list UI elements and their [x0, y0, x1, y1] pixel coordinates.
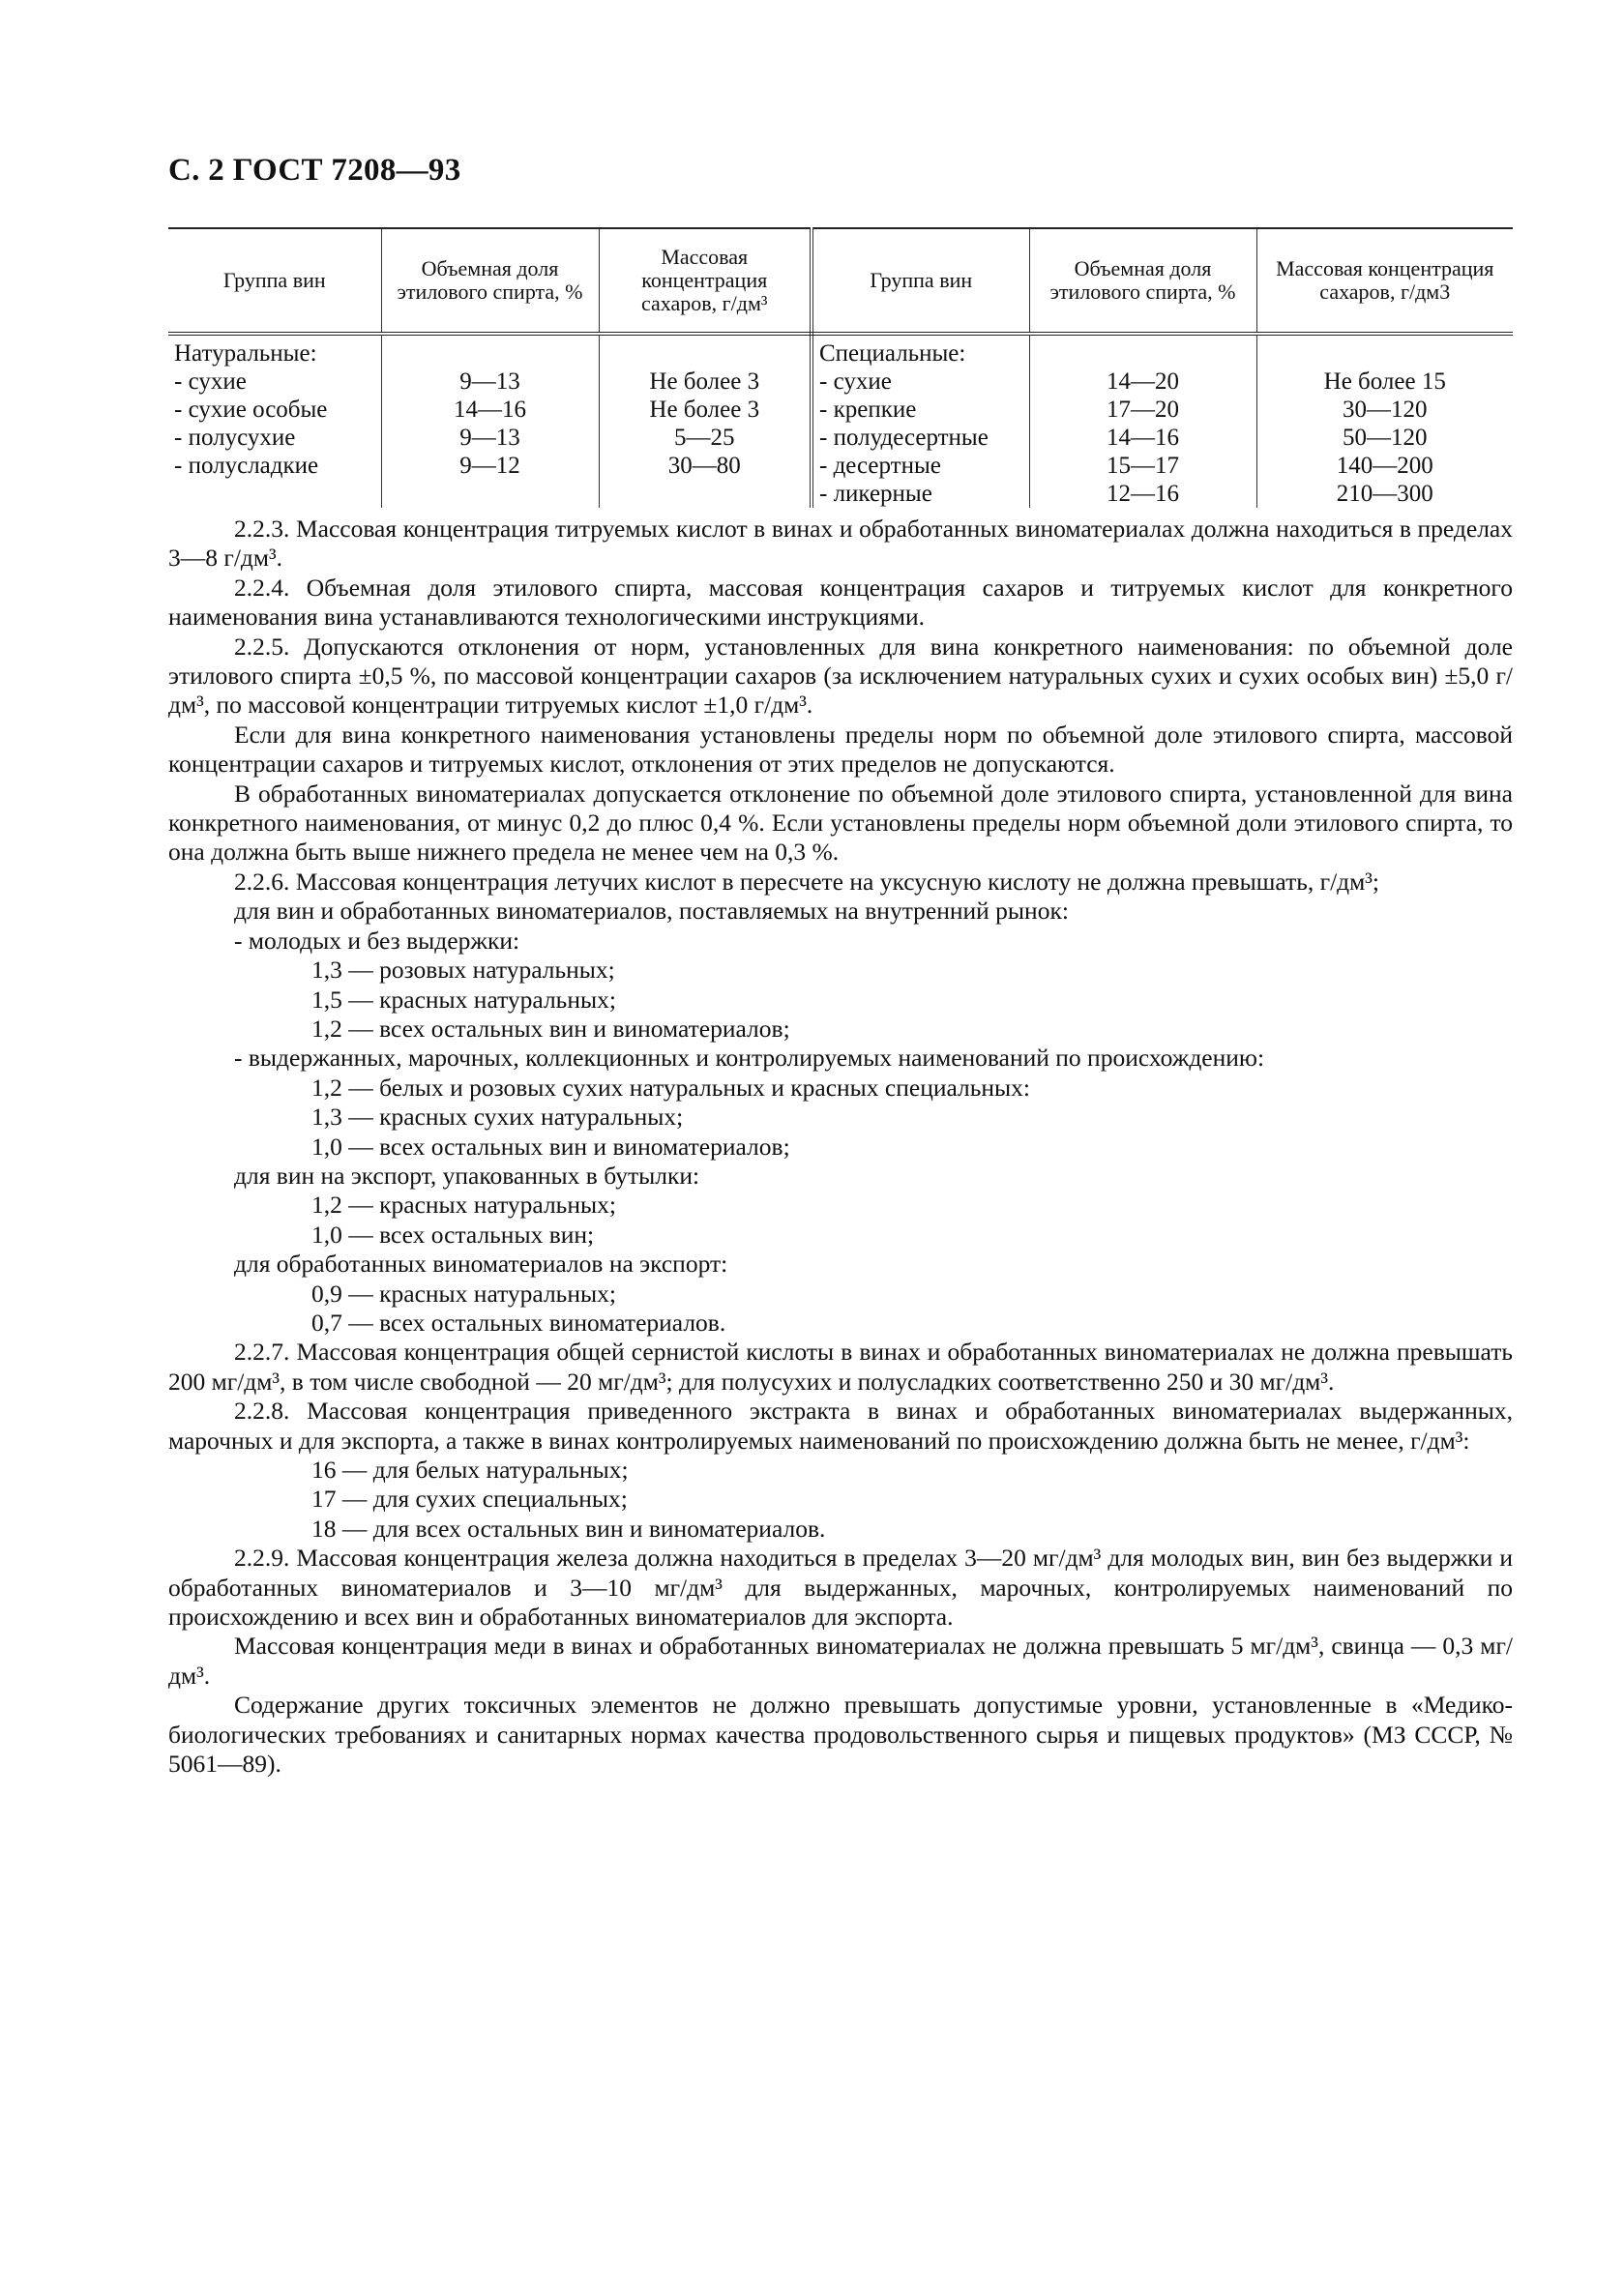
clause-2-2-3: 2.2.3. Массовая концентрация титруемых кислот в винах и обработанных виноматериалах должна находиться в пределах 3—8 г/дм³.: [168, 515, 1513, 573]
group-title: Натуральные:: [174, 340, 317, 367]
export-materials-heading: для обработанных виноматериалов на экспорт:: [234, 1250, 728, 1279]
clause-2-2-9: 2.2.9. Массовая концентрация железа должна находиться в пределах 3—20 мг/дм³ для молодых вин, вин без выдержки и обработанных виноматериалов и 3—10 мг/дм³ для выдержанных, марочных, контролируемых наименований по происхождению и всех вин и обработанных виноматериалов для экспорта.: [168, 1544, 1513, 1632]
wine-type: - полусладкие: [174, 453, 319, 479]
natural-group-cell: [168, 334, 381, 508]
clause-2-2-5: 2.2.5. Допускаются отклонения от норм, установленных для вина конкретного наименования: по объемной доле этилового спирта ±0,5 %, по массовой концентрации сахаров (за исключением натуральных сухих и сухих особых вин) ±5,0 г/дм³, по массовой концентрации титруемых кислот ±1,0 г/дм³.: [168, 632, 1513, 720]
young-wines-heading: - молодых и без выдержки:: [234, 926, 520, 955]
sugar-value: 30—80: [667, 453, 741, 479]
alcohol-value: 17—20: [1107, 397, 1179, 423]
alcohol-value: 14—20: [1107, 368, 1179, 395]
group-title: Специальные:: [819, 340, 966, 367]
aged-wines-heading: - выдержанных, марочных, коллекционных и контролируемых наименований по происхождению:: [234, 1044, 1265, 1073]
special-sugar-cell: [1256, 334, 1513, 508]
alcohol-value: 9—12: [459, 453, 520, 479]
list-item: 1,2 — белых и розовых сухих натуральных и красных специальных:: [311, 1073, 1031, 1102]
sugar-value: 140—200: [1336, 453, 1433, 479]
domestic-market-heading: для вин и обработанных виноматериалов, поставляемых на внутренний рынок:: [234, 897, 1069, 926]
sugar-value: Не более 3: [649, 368, 760, 395]
list-item: 1,2 — всех остальных вин и виноматериалов;: [311, 1014, 790, 1043]
natural-sugar-cell: [599, 334, 812, 508]
clause-2-2-4: 2.2.4. Объемная доля этилового спирта, массовая концентрация сахаров и титруемых кислот для конкретного наименования вина устанавливаются технологическими инструкциями.: [168, 573, 1513, 632]
special-alcohol-cell: [1029, 334, 1256, 508]
wine-type: - полудесертные: [819, 425, 989, 451]
alcohol-value: 15—17: [1107, 453, 1179, 479]
sugar-value: 210—300: [1336, 481, 1433, 507]
sugar-value: 30—120: [1343, 397, 1428, 423]
sugar-value: Не более 15: [1323, 368, 1446, 395]
list-item: 1,3 — розовых натуральных;: [311, 956, 615, 985]
list-item: 18 — для всех остальных вин и виноматериалов.: [311, 1514, 826, 1543]
header-group: Группа вин: [168, 228, 381, 334]
list-item: 1,2 — красных натуральных;: [311, 1191, 616, 1220]
document-body: [168, 515, 1513, 1779]
list-item: 0,7 — всех остальных виноматериалов.: [311, 1308, 726, 1337]
alcohol-value: 9—13: [459, 425, 520, 451]
clause-2-2-7: 2.2.7. Массовая концентрация общей сернистой кислоты в винах и обработанных виноматериалах не должна превышать 200 мг/дм³, в том числе свободной — 20 мг/дм³; для полусухих и полусладких соответственно 250 и 30 мг/дм³.: [168, 1338, 1513, 1396]
table-row: [168, 334, 1513, 508]
list-item: 1,0 — всех остальных вин и виноматериалов;: [311, 1132, 790, 1161]
header-group: Группа вин: [812, 228, 1029, 334]
wine-type: - крепкие: [819, 397, 917, 423]
wine-type: - сухие: [819, 368, 892, 395]
clause-2-2-9-copper-lead: Массовая концентрация меди в винах и обработанных виноматериалах не должна превышать 5 мг/дм³, свинца — 0,3 мг/дм³.: [168, 1632, 1513, 1690]
wine-type: - сухие: [174, 368, 247, 395]
list-item: 0,9 — красных натуральных;: [311, 1279, 616, 1308]
clause-2-2-9-toxic-elements: Содержание других токсичных элементов не должно превышать допустимые уровни, установленные в «Медико-биологических требованиях и санитарных нормах качества продовольственного сырья и пищевых продуктов» (МЗ СССР, № 5061—89).: [168, 1691, 1513, 1779]
wine-type: - сухие особые: [174, 397, 328, 423]
sugar-value: 5—25: [674, 425, 735, 451]
header-alcohol: Объемная доля этилового спирта, %: [381, 228, 599, 334]
clause-2-2-6: 2.2.6. Массовая концентрация летучих кислот в пересчете на уксусную кислоту не должна превышать, г/дм³;: [234, 867, 1379, 896]
list-item: 1,3 — красных сухих натуральных;: [311, 1103, 684, 1132]
wine-type: - ликерные: [819, 481, 932, 507]
sugar-value: Не более 3: [649, 397, 760, 423]
alcohol-value: 12—16: [1107, 481, 1179, 507]
list-item: 16 — для белых натуральных;: [311, 1456, 629, 1484]
wine-type: - полусухие: [174, 425, 296, 451]
alcohol-value: 14—16: [1107, 425, 1179, 451]
list-item: 17 — для сухих специальных;: [311, 1485, 628, 1514]
list-item: 1,5 — красных натуральных;: [311, 985, 616, 1014]
header-sugar: Массовая концентрация сахаров, г/дм³: [599, 228, 812, 334]
table-header-row: [168, 228, 1513, 334]
clause-2-2-5-materials: В обработанных виноматериалах допускается отклонение по объемной доле этилового спирта, установленной для вина конкретного наименования, от минус 0,2 до плюс 0,4 %. Если установлены пределы норм объемной доли этилового спирта, то она должна быть выше нижнего предела не менее чем на 0,3 %.: [168, 779, 1513, 867]
header-alcohol: Объемная доля этилового спирта, %: [1029, 228, 1256, 334]
natural-alcohol-cell: [381, 334, 599, 508]
special-group-cell: [812, 334, 1029, 508]
clause-2-2-8: 2.2.8. Массовая концентрация приведенного экстракта в винах и обработанных виноматериалах выдержанных, марочных и для экспорта, а также в винах контролируемых наименований по происхождению должна быть не менее, г/дм³:: [168, 1397, 1513, 1455]
header-sugar: Массовая концентрация сахаров, г/дм3: [1256, 228, 1513, 334]
sugar-value: 50—120: [1343, 425, 1428, 451]
page-header: С. 2 ГОСТ 7208—93: [168, 153, 461, 188]
wine-type: - десертные: [819, 453, 941, 479]
alcohol-value: 9—13: [459, 368, 520, 395]
list-item: 1,0 — всех остальных вин;: [311, 1220, 595, 1249]
clause-2-2-5-limits: Если для вина конкретного наименования установлены пределы норм по объемной доле этилового спирта, массовой концентрации сахаров и титруемых кислот, отклонения от этих пределов не допускаются.: [168, 720, 1513, 779]
alcohol-value: 14—16: [454, 397, 526, 423]
export-bottled-heading: для вин на экспорт, упакованных в бутылки:: [234, 1161, 700, 1190]
wine-groups-table: [168, 227, 1513, 508]
